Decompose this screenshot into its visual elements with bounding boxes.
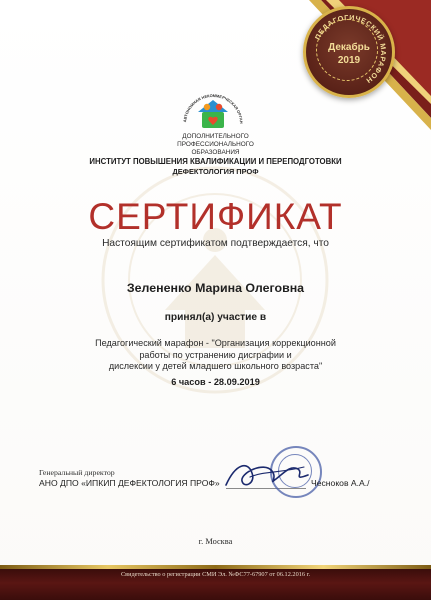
city: г. Москва bbox=[198, 537, 233, 546]
org-title: ИНСТИТУТ ПОВЫШЕНИЯ КВАЛИФИКАЦИИ И ПЕРЕПОДГОТОВКИ bbox=[89, 157, 342, 166]
event-line-2: работы по устранению дисграфии и bbox=[139, 349, 292, 360]
svg-text:АВТОНОМНАЯ НЕКОММЕРЧЕСКАЯ ОРГА: АВТОНОМНАЯ НЕКОММЕРЧЕСКАЯ ОРГАН bbox=[182, 92, 245, 124]
confirm-text: Настоящим сертификатом подтверждается, что bbox=[102, 238, 329, 249]
director-org: АНО ДПО «ИПКИП ДЕФЕКТОЛОГИЯ ПРОФ» bbox=[39, 478, 220, 488]
director-role: Генеральный директор bbox=[39, 468, 115, 477]
org-line-2: ПРОФЕССИОНАЛЬНОГО bbox=[177, 141, 254, 148]
event-line-3: дислексии у детей младшего школьного возраста" bbox=[108, 361, 323, 372]
org-line-3: ОБРАЗОВАНИЯ bbox=[191, 149, 240, 156]
handwritten-signature bbox=[220, 455, 315, 495]
seal-badge bbox=[303, 6, 395, 98]
recipient-name: Зелененко Марина Олеговна bbox=[126, 281, 305, 295]
signer-name: Чесноков А.А./ bbox=[311, 478, 370, 488]
hours-date: 6 часов - 28.09.2019 bbox=[171, 377, 260, 387]
seal-month: Декабрь bbox=[328, 42, 370, 53]
seal-year: 2019 bbox=[337, 55, 361, 66]
event-line-1: Педагогический марафон - "Организация коррекционной bbox=[95, 338, 336, 348]
event-description bbox=[60, 338, 371, 373]
svg-text:ПЕДАГОГИЧЕСКИЙ МАРАФОН: ПЕДАГОГИЧЕСКИЙ МАРАФОН bbox=[312, 12, 389, 86]
certificate-title: СЕРТИФИКАТ bbox=[88, 196, 343, 237]
registration-text: Свидетельство о регистрации СМИ Эл. №ФС77-67907 от 06.12.2016 г. bbox=[120, 571, 311, 578]
org-subtitle: ДЕФЕКТОЛОГИЯ ПРОФ bbox=[172, 167, 259, 176]
org-line-1: ДОПОЛНИТЕЛЬНОГО bbox=[182, 133, 249, 140]
participation-text: принял(а) участие в bbox=[164, 312, 267, 323]
